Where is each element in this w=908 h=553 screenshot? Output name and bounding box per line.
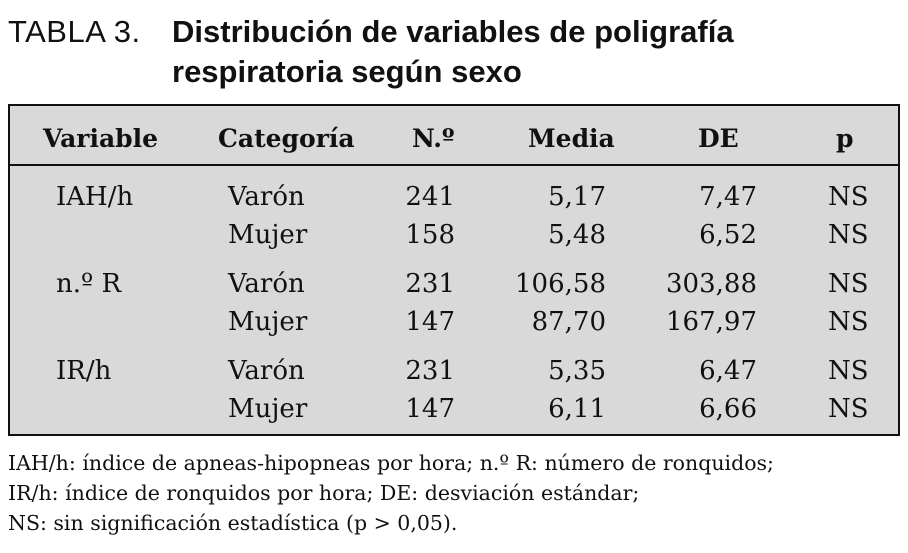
cell-n: 241 — [405, 182, 455, 212]
cell-media: 87,70 — [531, 307, 606, 337]
group-variable: IAH/h — [56, 182, 134, 212]
header-variable: Variable — [43, 124, 159, 153]
cell-n: 147 — [405, 394, 455, 424]
cell-n: 158 — [405, 220, 455, 250]
table-header-row — [10, 106, 898, 166]
table-title-line-2: respiratoria según sexo — [172, 54, 522, 89]
cell-de: 7,47 — [699, 182, 757, 212]
cell-media: 6,11 — [548, 394, 606, 424]
data-table — [8, 104, 900, 436]
footnote-line: NS: sin significación estadística (p > 0,05). — [8, 511, 458, 535]
table-title-line-1: Distribución de variables de poligrafía — [172, 14, 734, 49]
cell-p: NS — [828, 182, 869, 212]
cell-categoria: Varón — [228, 182, 305, 212]
cell-p: NS — [828, 394, 869, 424]
group-variable: IR/h — [56, 356, 112, 386]
table-title — [172, 12, 892, 92]
cell-categoria: Mujer — [228, 307, 308, 337]
cell-n: 231 — [405, 356, 455, 386]
group-variable: n.º R — [56, 269, 122, 299]
cell-de: 6,47 — [699, 356, 757, 386]
cell-p: NS — [828, 356, 869, 386]
header-p: p — [836, 124, 854, 153]
cell-categoria: Varón — [228, 356, 305, 386]
footnote-line: IR/h: índice de ronquidos por hora; DE: desviación estándar; — [8, 481, 640, 505]
cell-media: 106,58 — [515, 269, 606, 299]
cell-n: 231 — [405, 269, 455, 299]
header-media: Media — [528, 124, 615, 153]
cell-p: NS — [828, 269, 869, 299]
header-n: N.º — [412, 124, 455, 153]
cell-categoria: Varón — [228, 269, 305, 299]
footnote-line: IAH/h: índice de apneas-hipopneas por hora; n.º R: número de ronquidos; — [8, 451, 774, 475]
cell-media: 5,48 — [548, 220, 606, 250]
cell-de: 6,66 — [699, 394, 757, 424]
cell-de: 303,88 — [666, 269, 757, 299]
table-footnotes — [8, 448, 898, 538]
cell-categoria: Mujer — [228, 394, 308, 424]
table-label: TABLA 3. — [8, 14, 141, 49]
cell-categoria: Mujer — [228, 220, 308, 250]
header-categoria: Categoría — [218, 124, 355, 153]
cell-de: 6,52 — [699, 220, 757, 250]
cell-de: 167,97 — [666, 307, 757, 337]
cell-media: 5,35 — [548, 356, 606, 386]
header-de: DE — [698, 124, 739, 153]
cell-p: NS — [828, 307, 869, 337]
cell-p: NS — [828, 220, 869, 250]
cell-media: 5,17 — [548, 182, 606, 212]
cell-n: 147 — [405, 307, 455, 337]
